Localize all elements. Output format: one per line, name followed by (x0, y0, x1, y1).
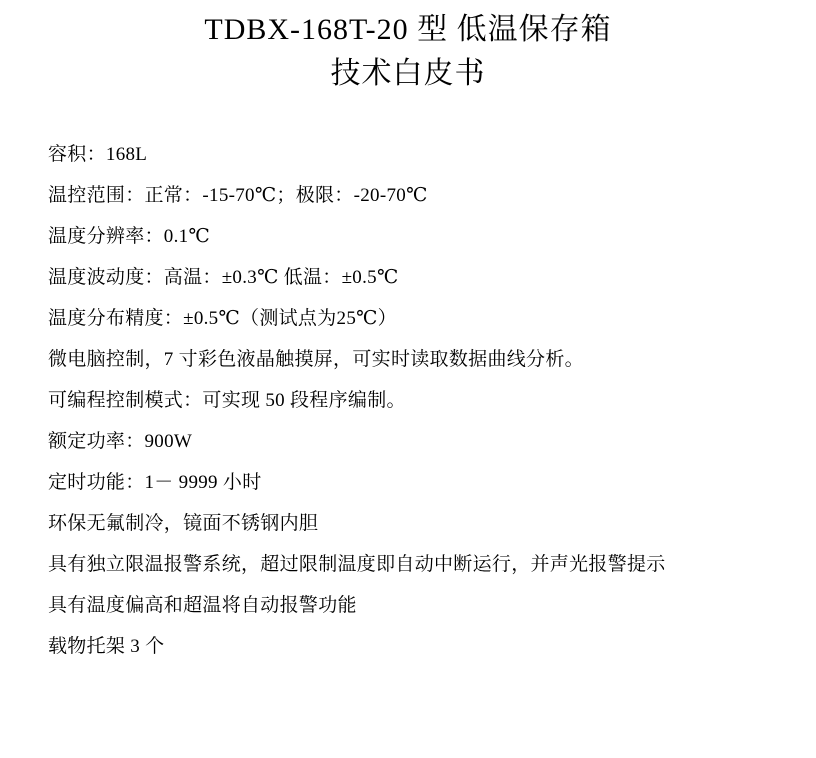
spec-line-rated-power: 额定功率：900W (48, 431, 193, 452)
spec-line-timer: 定时功能：1－ 9999 小时 (48, 472, 262, 493)
spec-line-temperature-uniformity: 温度分布精度：±0.5℃（测试点为25℃） (48, 308, 397, 329)
spec-line-volume: 容积：168L (48, 144, 148, 165)
title-line-1: TDBX-168T-20 型 低温保存箱 (204, 13, 612, 46)
spec-line-refrigerant-liner: 环保无氟制冷，镜面不锈钢内胆 (48, 513, 319, 534)
spec-line-temperature-fluctuation: 温度波动度：高温：±0.3℃ 低温：±0.5℃ (48, 267, 399, 288)
spec-line-program-mode: 可编程控制模式：可实现 50 段程序编制。 (48, 390, 406, 411)
spec-line-shelves: 载物托架 3 个 (48, 636, 165, 657)
specification-list (0, 134, 816, 667)
document-title (0, 0, 816, 96)
spec-line-controller: 微电脑控制，7 寸彩色液晶触摸屏，可实时读取数据曲线分析。 (48, 349, 584, 370)
spec-line-temperature-resolution: 温度分辨率：0.1℃ (48, 226, 211, 247)
title-line-2: 技术白皮书 (330, 57, 486, 90)
spec-line-temperature-range: 温控范围：正常：-15-70℃；极限：-20-70℃ (48, 185, 428, 206)
spec-line-over-temperature-alarm: 具有温度偏高和超温将自动报警功能 (48, 595, 357, 616)
spec-line-alarm-system: 具有独立限温报警系统，超过限制温度即自动中断运行，并声光报警提示 (48, 554, 666, 575)
